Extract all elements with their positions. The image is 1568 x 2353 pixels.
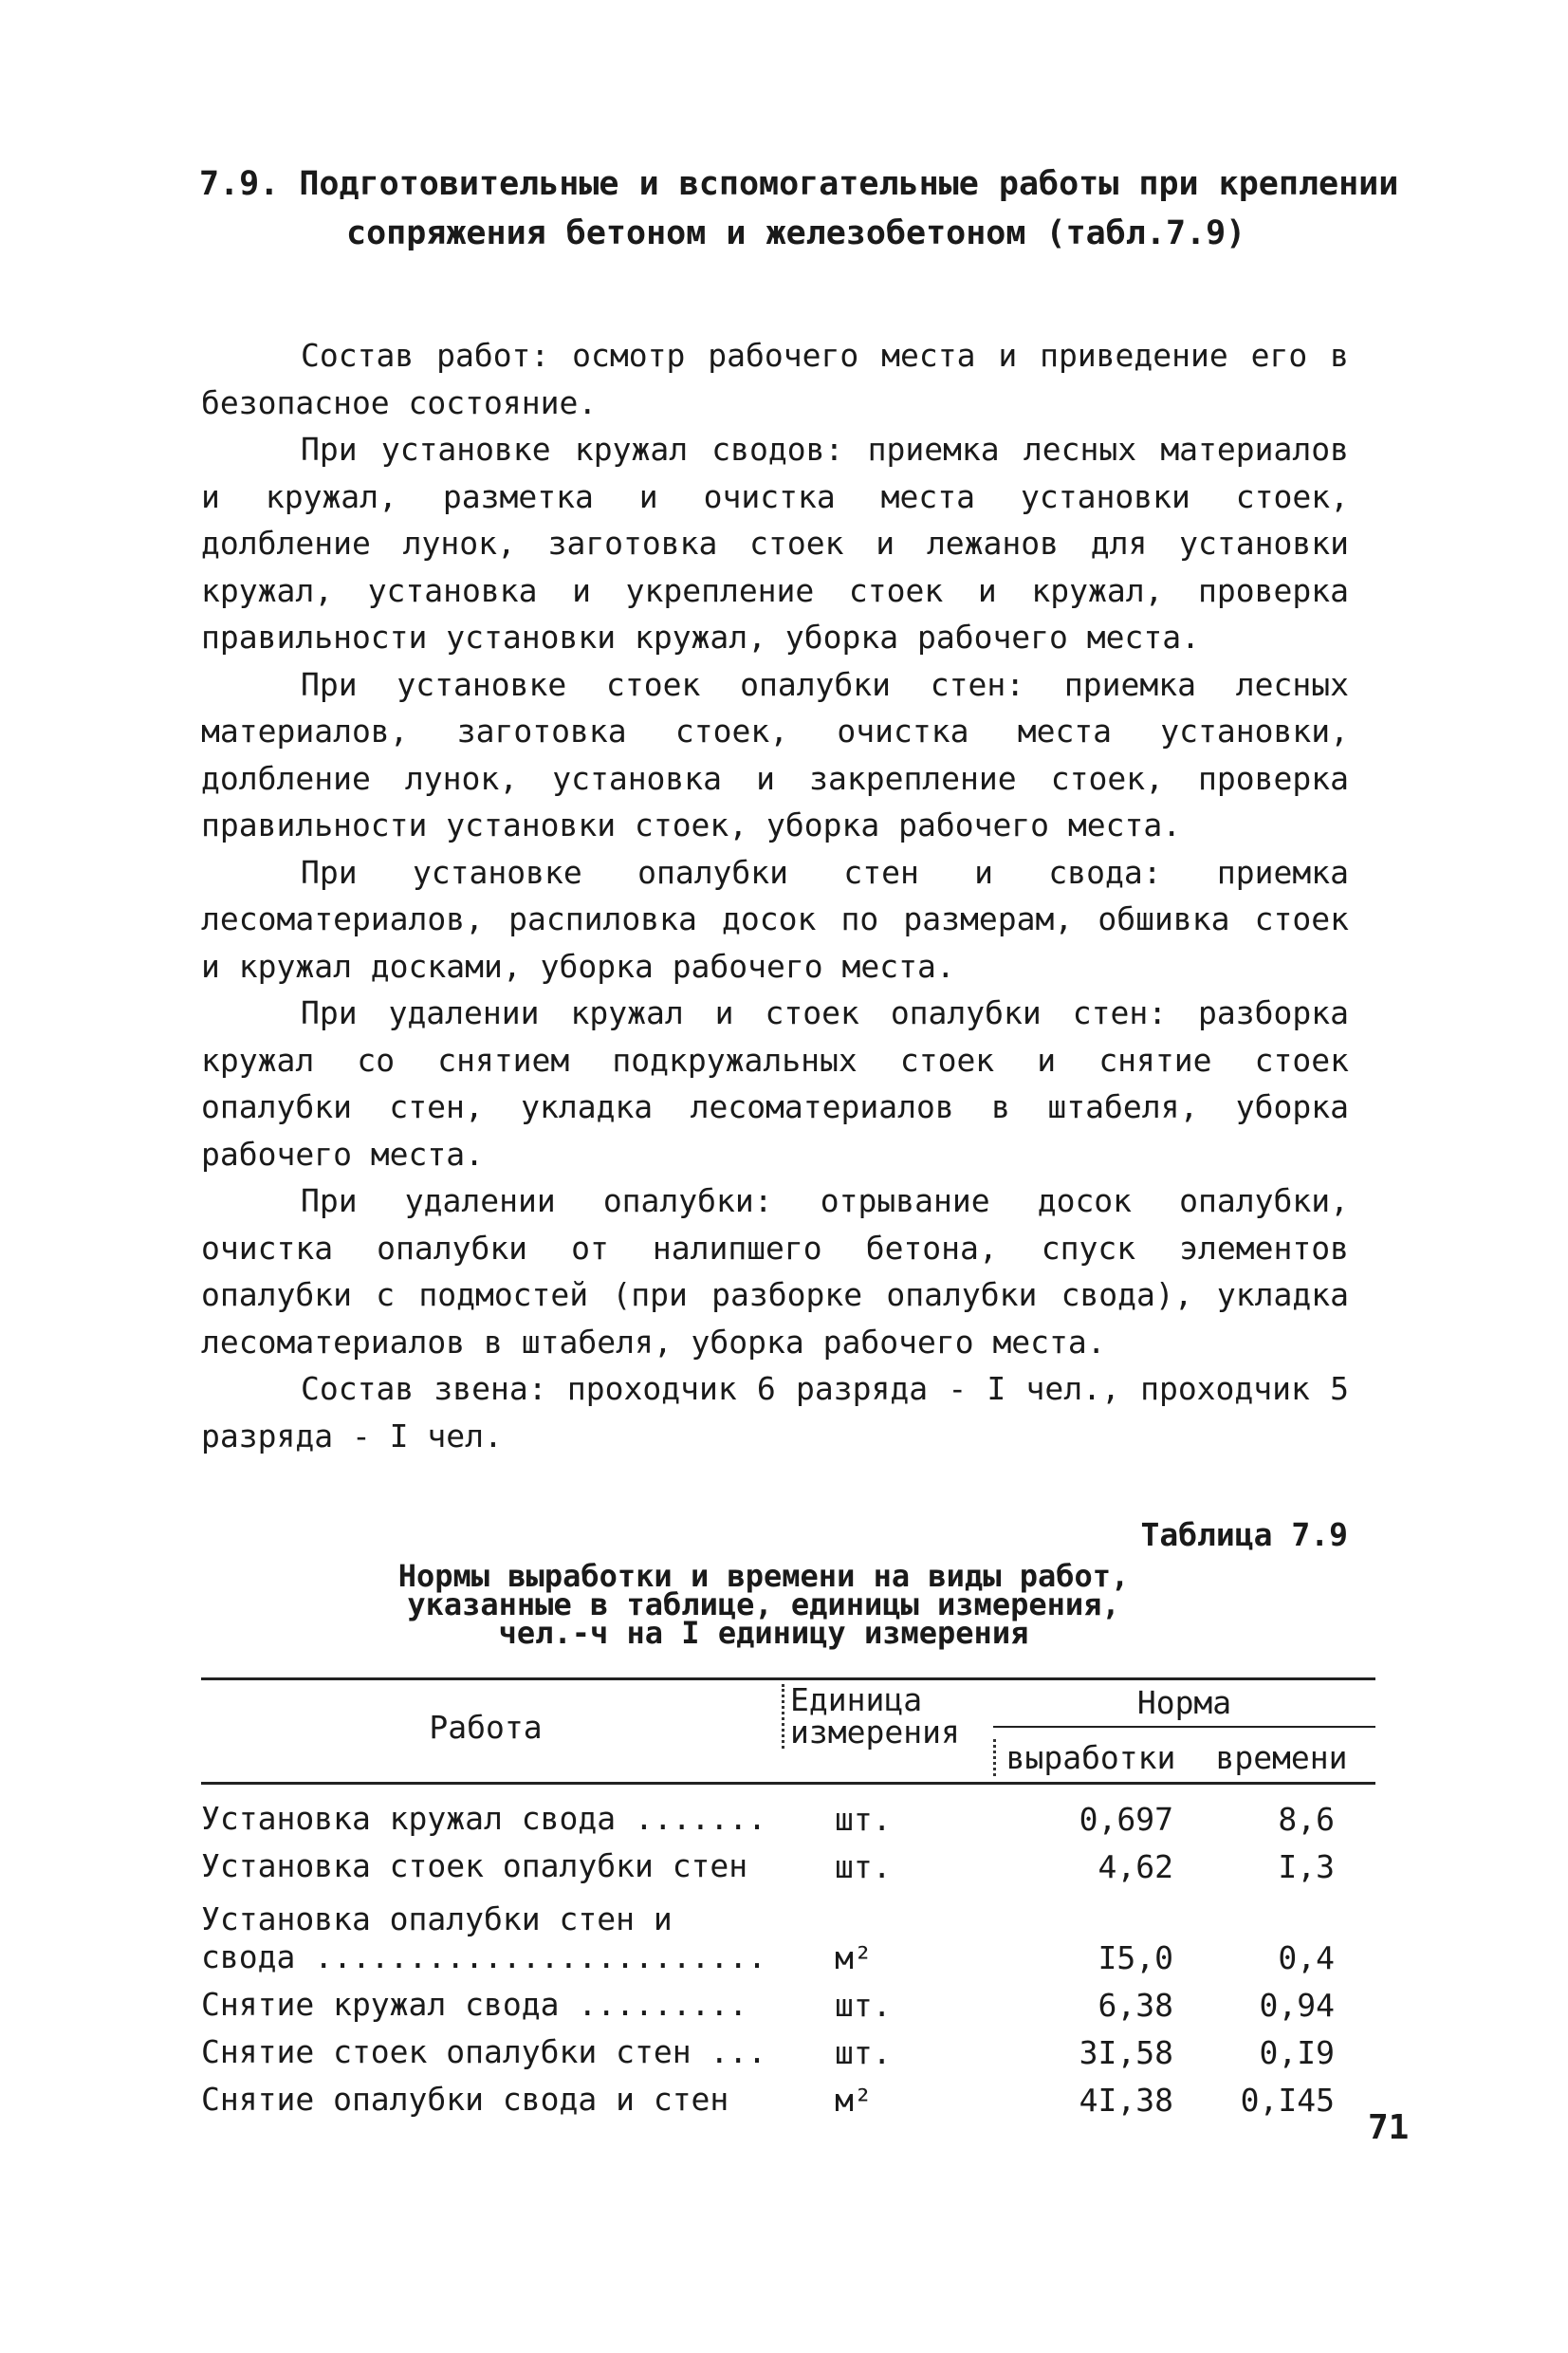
- header-unit-line1: Единица: [790, 1681, 923, 1718]
- cell-output: 4I,38: [1079, 2082, 1173, 2119]
- cell-unit: шт.: [835, 1987, 892, 2024]
- table-title-line3: чел.-ч на I единицу измерения: [498, 1615, 1029, 1651]
- table-title-line2: указанные в таблице, единицы измерения,: [407, 1586, 1120, 1622]
- header-unit-line2: измерения: [790, 1714, 960, 1751]
- paragraph: Состав звена: проходчик 6 разряда - I чел., проходчик 5 разряда - I чел.: [201, 1370, 1349, 1454]
- cell-time: 0,I9: [1259, 2034, 1335, 2071]
- cell-unit: шт.: [835, 1848, 892, 1885]
- paragraph: При удалении кружал и стоек опалубки стен: разборка кружал со снятием подкружальных стоек и снятие стоек опалубки стен, укладка лесоматериалов в штабеля, уборка рабочего места.: [201, 994, 1349, 1173]
- cell-output: 0,697: [1079, 1801, 1173, 1838]
- cell-output: 3I,58: [1079, 2034, 1173, 2071]
- table-title: [285, 1558, 1243, 1651]
- header-norm: Норма: [1136, 1684, 1232, 1721]
- header-unit: [782, 1681, 989, 1751]
- cell-output: 6,38: [1098, 1987, 1173, 2024]
- table-row: [201, 1982, 1375, 2029]
- paragraph: Состав работ: осмотр рабочего места и приведение его в безопасное состояние.: [201, 337, 1349, 421]
- table-header: [201, 1680, 1375, 1782]
- cell-time: 0,4: [1278, 1939, 1335, 1976]
- work-description: [201, 332, 1349, 1459]
- page-number: 71: [1368, 2108, 1410, 2147]
- cell-time: 8,6: [1278, 1801, 1335, 1838]
- section-title-line2: сопряжения бетоном и железобетоном (табл.7.9): [346, 214, 1246, 252]
- paragraph: При установке стоек опалубки стен: приемка лесных материалов, заготовка стоек, очистка места установки, долбление лунок, установка и закрепление стоек, проверка правильности установки стоек, уборка рабочего места.: [201, 665, 1349, 843]
- paragraph: При удалении опалубки: отрывание досок опалубки, очистка опалубки от налипшего бетона, спуск элементов опалубки с подмостей (при разборке опалубки свода), укладка лесоматериалов в штабеля, уборка рабочего места.: [201, 1182, 1349, 1361]
- cell-output: 4,62: [1098, 1848, 1173, 1885]
- cell-time: 0,94: [1259, 1987, 1335, 2024]
- header-norm-divider: [993, 1726, 1375, 1728]
- cell-unit: м²: [835, 1939, 873, 1976]
- header-output: выработки: [993, 1739, 1186, 1776]
- cell-work: Снятие опалубки свода и стен: [201, 2081, 729, 2118]
- cell-unit: м²: [835, 2082, 873, 2119]
- table-row: [201, 2077, 1375, 2124]
- cell-work: Снятие стоек опалубки стен ...: [201, 2033, 767, 2070]
- table-body: [201, 1785, 1375, 2124]
- cell-work: Установка стоек опалубки стен: [201, 1847, 748, 1884]
- cell-unit: шт.: [835, 1801, 892, 1838]
- cell-work: Установка кружал свода .......: [201, 1800, 767, 1837]
- table-row: [201, 1843, 1375, 1891]
- section-title-line1: 7.9. Подготовительные и вспомогательные работы при креплении: [199, 165, 1399, 203]
- table-caption: Таблица 7.9: [1140, 1516, 1348, 1553]
- section-heading: [199, 159, 1451, 258]
- header-work: Работа: [429, 1709, 543, 1746]
- cell-output: I5,0: [1098, 1939, 1173, 1976]
- cell-work: Снятие кружал свода .........: [201, 1986, 748, 2023]
- table-row: [201, 1796, 1375, 1843]
- table-row: [201, 2029, 1375, 2077]
- cell-time: I,3: [1278, 1848, 1335, 1885]
- header-time: времени: [1215, 1739, 1348, 1776]
- cell-unit: шт.: [835, 2034, 892, 2071]
- table-title-line1: Нормы выработки и времени на виды работ,: [397, 1558, 1130, 1594]
- table-row: [201, 1891, 1375, 1982]
- cell-work: Установка опалубки стен и свода ........................: [201, 1900, 767, 1975]
- paragraph: При установке опалубки стен и свода: приемка лесоматериалов, распиловка досок по размерам, обшивка стоек и кружал досками, уборка рабочего места.: [201, 853, 1349, 985]
- paragraph: При установке кружал сводов: приемка лесных материалов и кружал, разметка и очистка места установки стоек, долбление лунок, заготовка стоек и лежанов для установки кружал, установка и укрепление стоек и кружал, проверка правильности установки кружал, уборка рабочего места.: [201, 431, 1349, 656]
- norms-table: [201, 1677, 1375, 2124]
- cell-time: 0,I45: [1240, 2082, 1335, 2119]
